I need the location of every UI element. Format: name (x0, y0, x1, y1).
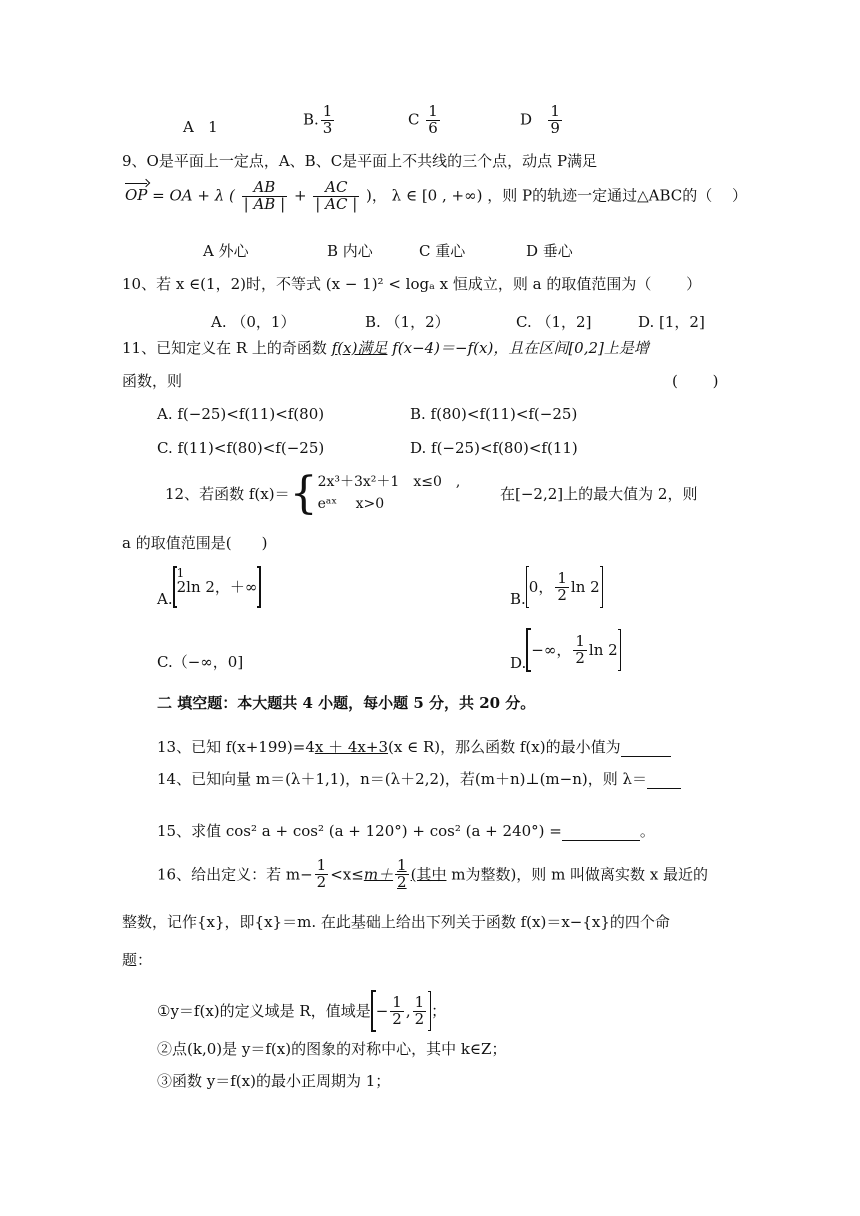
answer-blank[interactable] (621, 738, 671, 757)
q12-option-b: B.0， $\frac{1}{2}$ ln 2 (510, 566, 603, 608)
q10-option-c: C. （1，2] (516, 313, 592, 331)
q10-option-b: B. （1，2） (365, 313, 450, 331)
fraction: $\frac{1}{2}$ (557, 568, 567, 604)
q12-option-a: A. 1 2ln 2，＋∞ (157, 566, 261, 608)
q9-option-a: A 外心 (203, 242, 249, 260)
q8-option-c: C $\frac{1}{6}$ (408, 102, 438, 137)
q9-option-d: D 垂心 (526, 242, 573, 260)
section-heading: 二 填空题：本大题共 4 小题，每小题 5 分，共 20 分。 (157, 694, 536, 712)
answer-blank[interactable] (647, 770, 681, 789)
fraction: $\frac{1}{2}$ (414, 992, 425, 1028)
q12-stem-line2: a 的取值范围是( ) (122, 534, 268, 552)
q8-option-b: B. $\frac{1}{3}$ (303, 102, 333, 137)
q16-proposition-1: ①y＝f(x)的定义域是 R，值域是 − $\frac{1}{2}$ , $\frac{1}{2}$ ； (157, 990, 446, 1032)
q12-option-c: C.（−∞，0] (157, 653, 244, 671)
q12-stem: 12、若函数 f(x)＝{ 2x³＋3x²＋1 x≤0 , eᵃˣ x>0 (165, 468, 461, 519)
q11-answer-paren: ( ) (672, 372, 719, 390)
fraction: $\frac{1}{9}$ (550, 102, 560, 137)
q11-option-d: D. f(−25)<f(80)<f(11) (410, 439, 578, 457)
q14-stem: 14、已知向量 m＝(λ＋1,1)，n＝(λ＋2,2)，若(m＋n)⊥(m−n)，则 λ＝ (157, 770, 681, 789)
q12-stem-tail: 在[−2,2]上的最大值为 2，则 (500, 485, 698, 503)
fraction: $\frac{1}{2}$ (397, 856, 407, 891)
q16-proposition-3: ③函数 y＝f(x)的最小正周期为 1； (157, 1072, 391, 1090)
fraction: $\frac{1}{2}$ (392, 992, 402, 1028)
q9-stem: 9、O是平面上一定点，A、B、C是平面上不共线的三个点，动点 P满足 (122, 152, 598, 170)
q16-stem-line3: 题： (122, 951, 153, 969)
q11-stem-line2: 函数，则 (122, 372, 183, 390)
q11-option-c: C. f(11)<f(80)<f(−25) (157, 439, 325, 457)
q16-stem-line2: 整数，记作{x}，即{x}＝m. 在此基础上给出下列关于函数 f(x)＝x−{x}的四个命 (122, 913, 670, 931)
q11-option-b: B. f(80)<f(11)<f(−25) (410, 405, 578, 423)
q11-option-a: A. f(−25)<f(11)<f(80) (157, 405, 325, 423)
q16-proposition-2: ②点(k,0)是 y＝f(x)的图象的对称中心，其中 k∈Z； (157, 1040, 507, 1058)
fraction: $\frac{1}{2}$ (316, 856, 327, 891)
answer-blank[interactable] (562, 822, 640, 841)
q12-option-d: D.−∞， $\frac{1}{2}$ ln 2 (510, 628, 621, 672)
fraction: $\frac{AB}{| AB |}$ (243, 178, 286, 213)
q9-option-c: C 重心 (419, 242, 466, 260)
q9-option-b: B 内心 (327, 242, 373, 260)
fraction: $\frac{1}{2}$ (575, 631, 585, 667)
q15-stem: 15、求值 cos² a + cos² (a + 120°) + cos² (a + 240°) = 。 (157, 822, 655, 840)
fraction: $\frac{AC}{| AC |}$ (315, 178, 358, 213)
q16-stem: 16、给出定义：若 m− $\frac{1}{2}$ <x≤m＋ $\frac{1}{2}$ (其中 m为整数)，则 m 叫做离实数 x 最近的 (157, 856, 709, 891)
fraction: $\frac{1}{3}$ (322, 102, 333, 137)
q13-stem: 13、已知 f(x+199)=4x ＋ 4x+3(x ∈ R)，那么函数 f(x)的最小值为 (157, 738, 671, 757)
q10-stem: 10、若 x ∈(1，2)时，不等式 (x − 1)² < logₐ x 恒成立，则 a 的取值范围为（ ） (122, 275, 702, 293)
q8-option-a: A 1 (183, 118, 218, 136)
brace-icon: { (289, 468, 318, 519)
q11-stem: 11、已知定义在 R 上的奇函数 f(x)满足 f(x−4)＝−f(x)，且在区间[0,2]上是增 (122, 339, 649, 357)
q10-option-a: A. （0，1） (211, 313, 296, 331)
q10-option-d: D. [1，2] (638, 313, 705, 331)
fraction: $\frac{1}{6}$ (428, 102, 438, 137)
q8-option-d: D $\frac{1}{9}$ (520, 102, 560, 137)
q9-equation: OP = OA + λ ( $\frac{AB}{| AB |}$ + $\frac{AC}{| AC |}$ )， λ ∈ [0 , +∞) ，则 P的轨迹一定通过△ABC的（ ） (125, 178, 747, 213)
